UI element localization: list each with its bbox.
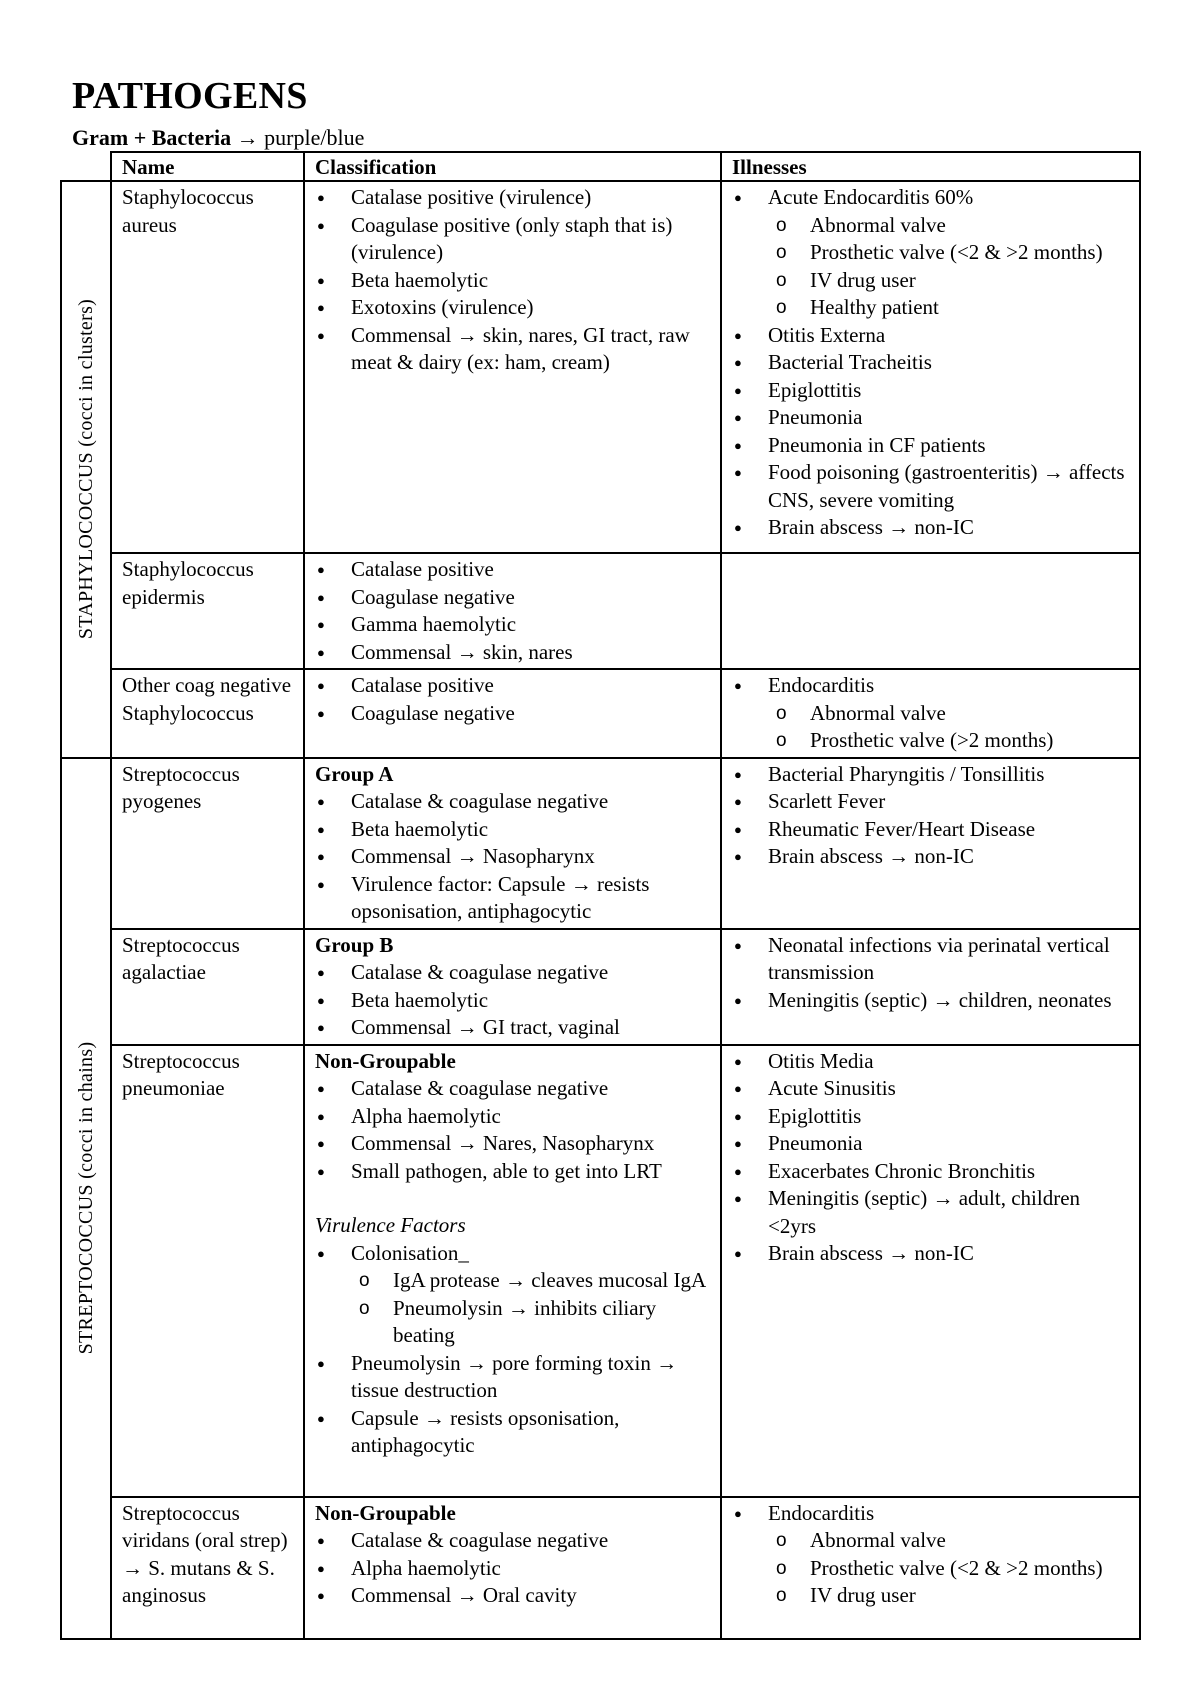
bullet-text: Coagulase negative — [351, 700, 515, 725]
table-row — [61, 929, 1140, 1045]
sub-bullet-list — [732, 700, 1129, 755]
classification-list — [315, 788, 710, 926]
bullet-item — [315, 639, 710, 667]
bullet-item — [315, 1075, 710, 1103]
bullet-text: Pneumolysin → pore forming toxin → tissue destruction — [351, 1350, 678, 1402]
bullet-item — [315, 184, 710, 212]
bullet-text: Rheumatic Fever/Heart Disease — [768, 816, 1036, 841]
virulence-factors-list — [315, 1240, 710, 1460]
bullet-text: Commensal → Oral cavity — [351, 1583, 577, 1607]
group-label: STAPHYLOCOCCUS (cocci in clusters) — [75, 299, 97, 640]
sub-bullet-item — [315, 1295, 710, 1350]
classification-list — [315, 1527, 710, 1610]
bullet-text: Bacterial Tracheitis — [768, 350, 932, 374]
sub-bullet-list — [732, 212, 1129, 322]
pathogen-name — [111, 758, 304, 929]
bullet-item — [732, 1158, 1129, 1186]
bullet-item — [732, 843, 1129, 871]
illnesses-cell — [721, 929, 1140, 1045]
sub-bullet-item — [732, 212, 1129, 240]
bullet-text: Catalase positive — [351, 673, 494, 697]
pathogen-table — [60, 151, 1141, 1640]
bullet-text: Catalase positive (virulence) — [351, 185, 592, 209]
pathogen-name — [111, 1497, 304, 1639]
classification-list — [315, 672, 710, 727]
classification-list — [315, 959, 710, 1042]
group-heading: Non-Groupable — [315, 1048, 456, 1073]
bullet-item — [315, 584, 710, 612]
bullet-item — [732, 1103, 1129, 1131]
bullet-item — [315, 611, 710, 639]
bullet-text: Acute Endocarditis 60% — [768, 185, 974, 209]
bullet-text: Exotoxins (virulence) — [351, 295, 534, 319]
page-title: PATHOGENS — [72, 75, 308, 117]
arrow-icon: → — [236, 125, 259, 150]
sub-bullet-text: IgA protease → cleaves mucosal IgA — [393, 1268, 707, 1292]
header-illnesses: Illnesses — [721, 152, 1140, 181]
sub-bullet-list — [732, 1527, 1129, 1610]
bullet-text: Virulence factor: Capsule → resists opsonisation, antiphagocytic — [351, 871, 650, 923]
sub-bullet-text: Pneumolysin → inhibits ciliary beating — [393, 1295, 657, 1347]
pathogen-name-text: Other coag negative Staphylococcus — [122, 673, 292, 725]
pathogen-name-text: Streptococcus pneumoniae — [122, 1048, 240, 1100]
sub-bullet-item — [732, 1582, 1129, 1610]
bullet-text: Endocarditis — [768, 673, 875, 697]
pathogen-name-text: Streptococcus agalactiae — [122, 932, 240, 984]
bullet-text: Gamma haemolytic — [351, 612, 517, 636]
table-row — [61, 181, 1140, 553]
bullet-item — [732, 672, 1129, 700]
pathogen-name-text: Staphylococcus epidermis — [122, 557, 254, 609]
bullet-item — [315, 1103, 710, 1131]
bullet-item — [732, 432, 1129, 460]
bullet-text: Food poisoning (gastroenteritis) → affects CNS, severe vomiting — [768, 460, 1125, 512]
bullet-item — [732, 349, 1129, 377]
bullet-text: Beta haemolytic — [351, 816, 489, 841]
group-label-cell — [61, 181, 111, 758]
bullet-text: Pneumonia — [768, 1131, 863, 1155]
bullet-item — [315, 294, 710, 322]
bullet-item — [315, 212, 710, 267]
bullet-text: Beta haemolytic — [351, 987, 489, 1012]
illnesses-list — [732, 1048, 1129, 1268]
group-heading: Non-Groupable — [315, 1500, 456, 1525]
bullet-item — [315, 816, 710, 844]
bullet-item — [315, 959, 710, 987]
illnesses-cell — [721, 1045, 1140, 1497]
bullet-text: Commensal → Nares, Nasopharynx — [351, 1131, 655, 1155]
bullet-item — [315, 1158, 710, 1186]
bullet-item — [315, 871, 710, 926]
illnesses-cell — [721, 553, 1140, 669]
classification-list — [315, 184, 710, 377]
subtitle — [72, 124, 364, 152]
bullet-text: Acute Sinusitis — [768, 1076, 896, 1100]
bullet-item — [315, 843, 710, 871]
bullet-text: Small pathogen, able to get into LRT — [351, 1158, 662, 1183]
illnesses-cell — [721, 1497, 1140, 1639]
table-row — [61, 553, 1140, 669]
bullet-text: Catalase & coagulase negative — [351, 960, 609, 984]
table-row — [61, 669, 1140, 758]
bullet-text: Catalase & coagulase negative — [351, 789, 609, 813]
bullet-item — [315, 1405, 710, 1460]
bullet-text: Endocarditis — [768, 1500, 875, 1525]
sub-bullet-text: Abnormal valve — [810, 212, 946, 237]
header-blank — [61, 152, 111, 181]
bullet-item — [315, 1240, 710, 1268]
bullet-item — [315, 1555, 710, 1583]
bullet-text: Commensal → Nasopharynx — [351, 844, 595, 868]
classification-cell — [304, 553, 721, 669]
pathogen-name — [111, 553, 304, 669]
subtitle-bold: Gram + Bacteria — [72, 125, 232, 150]
bullet-item — [732, 404, 1129, 432]
pathogen-name — [111, 1045, 304, 1497]
sub-bullet-text: Prosthetic valve (<2 & >2 months) — [810, 1555, 1103, 1580]
pathogen-name — [111, 929, 304, 1045]
bullet-text: Otitis Externa — [768, 322, 886, 347]
bullet-item — [732, 1500, 1129, 1528]
sub-bullet-item — [732, 1527, 1129, 1555]
bullet-item — [732, 514, 1129, 542]
bullet-item — [732, 184, 1129, 212]
bullet-item — [732, 1075, 1129, 1103]
sub-bullet-text: Healthy patient — [810, 295, 939, 319]
sub-bullet-text: Prosthetic valve (>2 months) — [810, 728, 1054, 752]
illnesses-list — [732, 761, 1129, 871]
classification-list — [315, 1075, 710, 1185]
classification-cell — [304, 181, 721, 553]
bullet-text: Brain abscess → non-IC — [768, 515, 974, 539]
bullet-item — [732, 788, 1129, 816]
pathogen-name — [111, 181, 304, 553]
sub-bullet-text: IV drug user — [810, 1583, 916, 1607]
classification-cell — [304, 758, 721, 929]
bullet-text: Brain abscess → non-IC — [768, 844, 974, 868]
virulence-factors-heading: Virulence Factors — [315, 1213, 466, 1237]
group-heading: Group B — [315, 932, 394, 957]
bullet-text: Bacterial Pharyngitis / Tonsillitis — [768, 761, 1045, 786]
bullet-item — [732, 1130, 1129, 1158]
bullet-text: Scarlett Fever — [768, 789, 886, 813]
bullet-item — [732, 1048, 1129, 1076]
table-row — [61, 1045, 1140, 1497]
bullet-text: Epiglottitis — [768, 1103, 862, 1128]
bullet-text: Catalase & coagulase negative — [351, 1528, 609, 1552]
bullet-text: Meningitis (septic) → children, neonates — [768, 987, 1112, 1012]
bullet-text: Pneumonia — [768, 405, 863, 429]
bullet-text: Beta haemolytic — [351, 267, 489, 292]
bullet-item — [315, 1130, 710, 1158]
sub-bullet-item — [732, 239, 1129, 267]
bullet-item — [732, 987, 1129, 1015]
bullet-text: Capsule → resists opsonisation, antiphagocytic — [351, 1405, 620, 1457]
pathogen-name-text: Staphylococcus aureus — [122, 185, 254, 237]
bullet-text: Colonisation_ — [351, 1240, 469, 1265]
illnesses-list — [732, 184, 1129, 542]
bullet-item — [732, 816, 1129, 844]
sub-bullet-item — [732, 1555, 1129, 1583]
bullet-item — [732, 1185, 1129, 1240]
bullet-text: Pneumonia in CF patients — [768, 432, 986, 457]
illnesses-cell — [721, 181, 1140, 553]
header-row — [61, 152, 1140, 181]
bullet-item — [315, 1014, 710, 1042]
bullet-text: Alpha haemolytic — [351, 1555, 501, 1580]
illnesses-cell — [721, 758, 1140, 929]
sub-bullet-item — [732, 727, 1129, 755]
bullet-text: Commensal → GI tract, vaginal — [351, 1015, 620, 1039]
sub-bullet-item — [315, 1267, 710, 1295]
pathogen-name-text: Streptococcus pyogenes — [122, 761, 240, 813]
bullet-text: Catalase & coagulase negative — [351, 1076, 609, 1100]
sub-bullet-item — [732, 294, 1129, 322]
bullet-item — [732, 761, 1129, 789]
bullet-item — [732, 1240, 1129, 1268]
bullet-text: Brain abscess → non-IC — [768, 1241, 974, 1265]
bullet-text: Neonatal infections via perinatal vertical transmission — [768, 932, 1110, 984]
bullet-item — [315, 1350, 710, 1405]
sub-bullet-text: Abnormal valve — [810, 700, 946, 725]
bullet-item — [315, 322, 710, 377]
illnesses-list — [732, 1500, 1129, 1610]
sub-bullet-text: Prosthetic valve (<2 & >2 months) — [810, 240, 1103, 264]
illnesses-list — [732, 672, 1129, 755]
classification-cell — [304, 929, 721, 1045]
sub-bullet-text: Abnormal valve — [810, 1528, 946, 1552]
bullet-item — [315, 267, 710, 295]
pathogen-name — [111, 669, 304, 758]
bullet-item — [315, 672, 710, 700]
bullet-text: Exacerbates Chronic Bronchitis — [768, 1158, 1036, 1183]
bullet-text: Meningitis (septic) → adult, children <2yrs — [768, 1186, 1081, 1238]
illnesses-cell — [721, 669, 1140, 758]
bullet-item — [732, 459, 1129, 514]
bullet-text: Catalase positive — [351, 557, 494, 581]
bullet-text: Commensal → skin, nares — [351, 639, 573, 664]
classification-cell — [304, 1045, 721, 1497]
pathogen-name-text: Streptococcus viridans (oral strep) → S. mutans & S. anginosus — [122, 1500, 288, 1607]
bullet-text: Commensal → skin, nares, GI tract, raw meat & dairy (ex: ham, cream) — [351, 322, 690, 374]
bullet-item — [732, 932, 1129, 987]
bullet-text: Epiglottitis — [768, 377, 862, 402]
sub-bullet-list — [315, 1267, 710, 1350]
bullet-text: Coagulase negative — [351, 584, 515, 609]
bullet-item — [732, 322, 1129, 350]
subtitle-rest: purple/blue — [264, 125, 365, 150]
header-classification: Classification — [304, 152, 721, 181]
table-row — [61, 1497, 1140, 1639]
sub-bullet-item — [732, 267, 1129, 295]
header-name: Name — [111, 152, 304, 181]
classification-cell — [304, 1497, 721, 1639]
classification-cell — [304, 669, 721, 758]
bullet-item — [732, 377, 1129, 405]
bullet-item — [315, 987, 710, 1015]
group-label-cell — [61, 758, 111, 1639]
bullet-item — [315, 1527, 710, 1555]
bullet-item — [315, 1582, 710, 1610]
bullet-item — [315, 788, 710, 816]
group-label: STREPTOCOCCUS (cocci in chains) — [75, 1041, 97, 1355]
illnesses-list — [732, 932, 1129, 1015]
bullet-text: Alpha haemolytic — [351, 1103, 501, 1128]
table-row — [61, 758, 1140, 929]
bullet-item — [315, 556, 710, 584]
bullet-text: Otitis Media — [768, 1048, 874, 1073]
group-heading: Group A — [315, 761, 394, 786]
bullet-item — [315, 700, 710, 728]
classification-list — [315, 556, 710, 666]
bullet-text: Coagulase positive (only staph that is) (virulence) — [351, 212, 673, 264]
sub-bullet-item — [732, 700, 1129, 728]
sub-bullet-text: IV drug user — [810, 267, 916, 292]
